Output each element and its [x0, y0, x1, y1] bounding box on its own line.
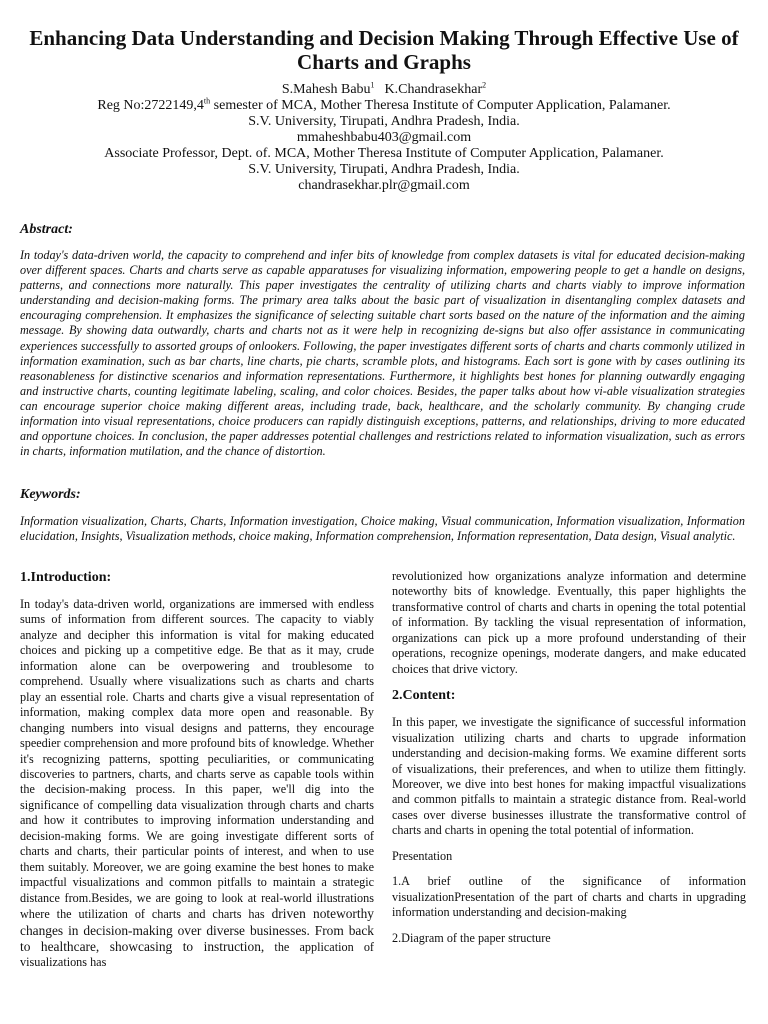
- introduction-paragraph: In today's data-driven world, organizations are immersed with endless sums of information from different sources. The capacity to viably analyze and decipher this information is vital for making educated choices and picking up a competitive edge. Be that as it may, crude information alone can be overpowering and troublesome to comprehend. Usually where visualizations such as charts and charts play an essential role. Charts and charts give a visual representation of information, making complex data more open and reasonable. By changing numbers into visual designs and patterns, they encourage speedier comprehension and more profound bits of knowledge. Whether it's recognizing patterns, spotting peculiarities, or communicating discoveries to partners, charts, and charts serve as capable tools within the decision-making process. In this paper, we'll dig into the significance of compelling data visualization through charts and charts and how it contributes to improving information understanding and decision-making forms. We are going investigate different sorts of charts and charts, their particular points of interest, and when to use them suitably. Moreover, we are going examine the best hones to make impactful visualizations and common pitfalls to maintain a strategic distance from.Besides, we are going to look at real-world illustrations where the utilization of charts and charts has driven noteworthy changes in decision-making over diverse businesses. From back to healthcare, showcasing to instruction, the application of visualizations has: [20, 597, 375, 970]
- abstract-heading: Abstract:: [20, 222, 73, 237]
- introduction-heading: 1.Introduction:: [20, 570, 112, 585]
- author-names: [20, 82, 748, 98]
- author-2-email: chandrasekhar.plr@gmail.com: [298, 178, 470, 193]
- author-1: S.Mahesh Babu: [281, 82, 371, 97]
- author-block: [20, 82, 748, 194]
- outline-item-2: 2.Diagram of the paper structure: [392, 930, 551, 945]
- author-2-sup: 2: [482, 80, 487, 90]
- introduction-continuation: revolutionized how organizations analyze information and determine noteworthy bits of knowledge. Eventually, this paper highlights the transformative control of charts and charts in opening the total potential of information. By tackling the visual representation of information, organizations can pick up a more profound understanding of their operations, recognize openings, moderate dangers, and make educated choices that drive victory.: [392, 569, 746, 676]
- author-1-university: S.V. University, Tirupati, Andhra Pradesh, India.: [248, 114, 520, 129]
- presentation-label: Presentation: [392, 848, 453, 863]
- outline-item-1: 1.A brief outline of the significance of information visualizationPresentation of the part of charts and charts in upgrading information understanding and decision-making: [392, 874, 746, 920]
- paper-title: Enhancing Data Understanding and Decision Making Through Effective Use of Charts and Graphs: [29, 26, 739, 74]
- keywords-text: Information visualization, Charts, Charts, Information investigation, Choice making, Visual communication, Information visualization, Information elucidation, Insights, Visualization methods, choice making, Information comprehension, Information representation, Data design, Visual analytic.: [20, 514, 745, 544]
- author-2-affiliation: Associate Professor, Dept. of. MCA, Mother Theresa Institute of Computer Application, Palamaner.: [104, 146, 664, 161]
- content-paragraph: In this paper, we investigate the significance of successful information visualization utilizing charts and charts to upgrade information understanding and decision-making forms. We examine different sorts of visualizations, their preferences, and when to utilize them fittingly. Moreover, we dive into best hones for making impactful visualizations and common pitfalls to maintain a strategic distance from. Real-world cases over diverse businesses illustrate the transformative control of charts and charts in opening the total potential of information.: [392, 715, 746, 838]
- author-2-university: S.V. University, Tirupati, Andhra Pradesh, India.: [248, 162, 520, 177]
- author-2: K.Chandrasekhar: [384, 82, 483, 97]
- keywords-heading: Keywords:: [20, 487, 81, 502]
- author-1-email: mmaheshbabu403@gmail.com: [296, 130, 472, 145]
- right-column: [392, 569, 746, 946]
- left-column: [20, 570, 374, 971]
- author-1-sup: 1: [370, 80, 375, 90]
- abstract-text: In today's data-driven world, the capacity to comprehend and infer bits of knowledge from complex datasets is vital for educated decision-making over different spaces. Charts and charts serve as capable apparatuses for visualizing information, empowering people to get a handle on designs, patterns, and connections more naturally. This paper investigates the centrality of utilizing charts and charts viably to improve information understanding and decision-making forms. The primary area talks about the basic part of visualization in disentangling complex datasets and encouraging comprehension. It emphasizes the significance of selecting suitable chart sorts based on the nature of the information and the aiming message. By showing data outwardly, charts and charts not as it were help in recognizing de-signs but also offer assistance in communicating experiences successfully to assorted groups of onlookers. Following, the paper investigates different sorts of charts and charts commonly utilized in information examination, such as bar charts, line charts, pie charts, scramble plots, and histograms. Each sort is gone with by cases outlining its reasonableness for distinctive scenarios and information representations. Furthermore, it highlights best hones for planning outwardly engaging and instructive charts, counting legitimate labeling, scaling, and color choices. Besides, the paper talks about how vi-able visualization strategies can encourage superior choice making different areas, including trade, back, healthcare, and the scholarly community. By changing crude information into visual representations, choice producers can rapidly distinguish exceptions, patterns, and relationships, driving to more educated and opportune choices. In conclusion, the paper addresses potential challenges and restrictions related to information visualization, such as errors in charts, information mutilation, and the chance of distortion.: [20, 248, 745, 459]
- author-1-registration: Reg No:2722149,4th semester of MCA, Mother Theresa Institute of Computer Application, Palamaner.: [97, 96, 671, 113]
- content-heading: 2.Content:: [392, 688, 456, 704]
